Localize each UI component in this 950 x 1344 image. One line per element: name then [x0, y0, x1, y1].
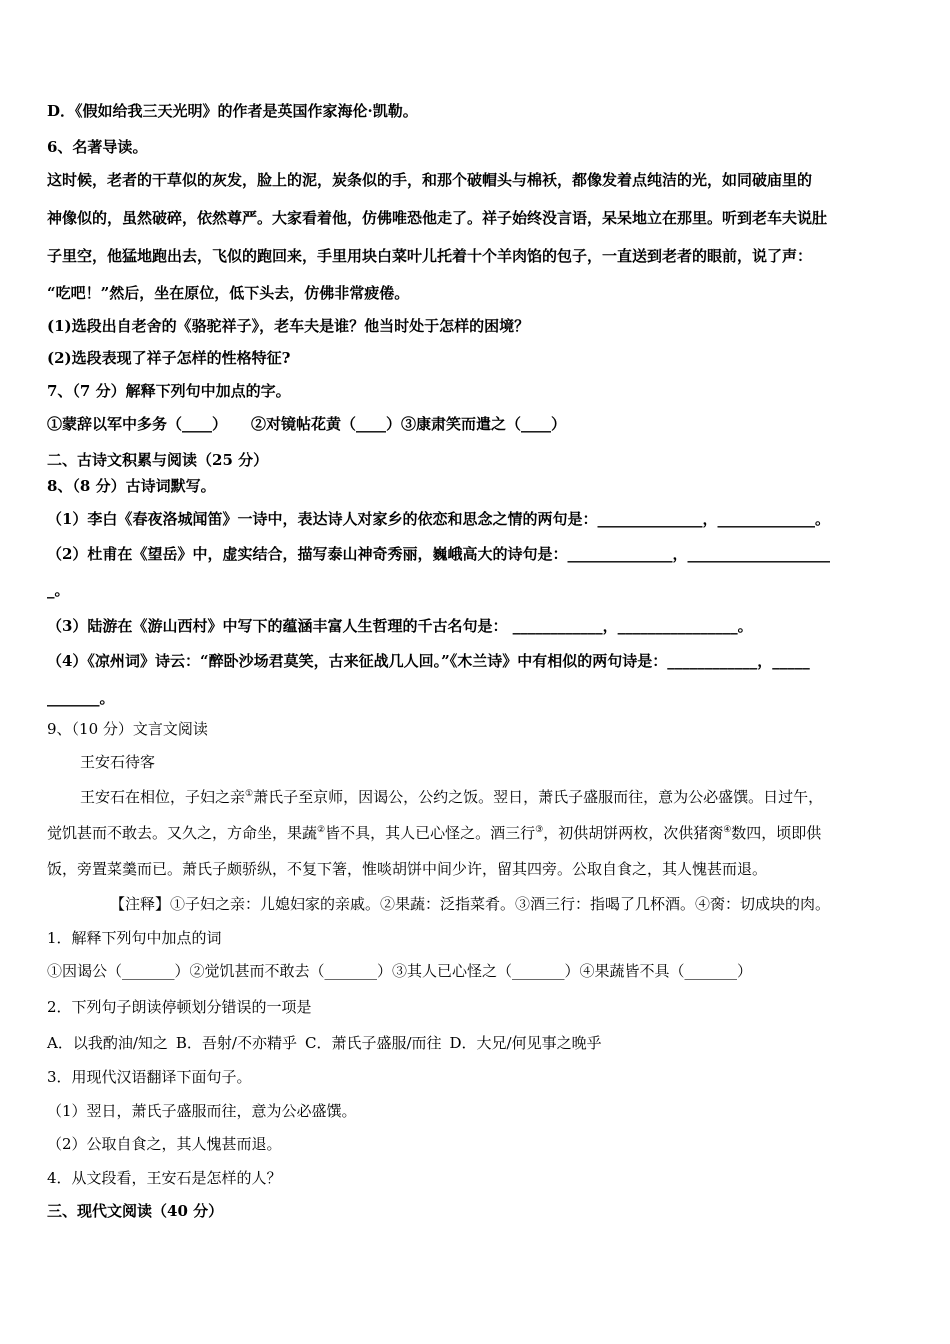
q9-passage-line: 饭，旁置菜羹而已。萧氏子颇骄纵，不复下箸，惟啖胡饼中间少许，留其四旁。公取自食之，其人愧甚而退。 — [47, 860, 768, 878]
q6-passage-line: 神像似的，虽然破碎，依然尊严。大家看着他，仿佛唯恐他走了。祥子始终没言语，呆呆地立在那里。听到老车夫说肚 — [47, 209, 828, 227]
q7-items — [47, 414, 906, 434]
option-c: C．萧氏子盛服/而往 — [304, 1034, 442, 1052]
q7-item-1: ①蒙辞以军中多务（____） — [47, 415, 228, 433]
q5-option-d: D．《假如给我三天光明》的作者是英国作家海伦·凯勒。 — [47, 102, 418, 120]
section-2-heading: 二、古诗文积累与阅读（25 分） — [47, 451, 269, 469]
q8-line-3: （3）陆游在《游山西村》中写下的蕴涵丰富人生哲理的千古名句是： ____________，________________。 — [47, 617, 753, 635]
q9-sub-1-items: ①因谒公（_______）②觉饥甚而不敢去（_______）③其人已心怪之（_______）④果蔬皆不具（_______） — [47, 962, 753, 980]
q9-heading: 9、（10 分）文言文阅读 — [47, 720, 208, 738]
option-d: D．大兄/何见事之晚乎 — [449, 1034, 602, 1052]
q6-passage-line: 子里空，他猛地跑出去，飞似的跑回来，手里用块白菜叶儿托着十个羊肉馅的包子，一直送到老者的眼前，说了声： — [47, 247, 813, 265]
footnote-marker: ④ — [723, 825, 732, 835]
q7-item-3: ③康肃笑而遣之（____） — [401, 415, 567, 433]
option-b: B．吾射/不亦精乎 — [175, 1034, 297, 1052]
q6-sub-question-2: (2)选段表现了祥子怎样的性格特征? — [47, 349, 291, 367]
q9-sub-2: 2．下列句子朗读停顿划分错误的一项是 — [47, 998, 312, 1016]
q9-passage-line — [47, 823, 906, 843]
option-a: A．以我酌油/知之 — [47, 1034, 168, 1052]
q9-sub-2-options — [47, 1033, 906, 1053]
q9-sub-3-b: （2）公取自食之，其人愧甚而退。 — [47, 1135, 282, 1153]
q6-passage-line: “吃吧！”然后，坐在原位，低下头去，仿佛非常疲倦。 — [47, 284, 410, 302]
footnote-marker: ② — [317, 825, 326, 835]
q8-line-1: （1）李白《春夜洛城闻笛》一诗中，表达诗人对家乡的依恋和思念之情的两句是：______________，_____________。 — [47, 510, 830, 528]
q9-sub-3-a: （1）翌日，萧氏子盛服而往，意为公必盛馔。 — [47, 1102, 357, 1120]
footnote-marker: ① — [245, 789, 254, 799]
passage-text: 数四，顷即供 — [731, 824, 822, 842]
q9-sub-1: 1．解释下列句中加点的词 — [47, 929, 222, 947]
passage-text: 觉饥甚而不敢去。又久之，方命坐，果蔬 — [47, 824, 318, 842]
q8-line-2-cont: _。 — [47, 581, 70, 599]
q7-heading: 7、（7 分）解释下列句中加点的字。 — [47, 382, 291, 400]
passage-title: 王安石待客 — [80, 753, 156, 771]
q8-line-2: （2）杜甫在《望岳》中，虚实结合，描写泰山神奇秀丽，巍峨高大的诗句是：______________，___________________ — [47, 545, 830, 563]
q6-sub-question-1: (1)选段出自老舍的《骆驼祥子》，老车夫是谁？他当时处于怎样的困境？ — [47, 317, 530, 335]
passage-text: 皆不具，其人已心怪之。酒三行 — [325, 824, 536, 842]
q9-passage-line — [80, 787, 906, 807]
q6-passage-line: 这时候，老者的干草似的灰发，脸上的泥，炭条似的手，和那个破帽头与棉袄，都像发着点纯洁的光，如同破庙里的 — [47, 171, 813, 189]
q8-heading: 8、（8 分）古诗词默写。 — [47, 477, 216, 495]
passage-text: 王安石在相位，子妇之亲 — [80, 788, 246, 806]
q8-line-4: （4）《凉州词》诗云：“醉卧沙场君莫笑，古来征战几人回。”《木兰诗》中有相似的两句诗是：____________，_____ — [47, 652, 810, 670]
q9-sub-3: 3．用现代汉语翻译下面句子。 — [47, 1068, 252, 1086]
passage-text: ，初供胡饼两枚，次供猪脔 — [543, 824, 724, 842]
q8-line-4-cont: _______。 — [47, 689, 115, 707]
q6-heading: 6、名著导读。 — [47, 138, 148, 156]
footnote-marker: ③ — [535, 825, 544, 835]
section-3-heading: 三、现代文阅读（40 分） — [47, 1202, 224, 1220]
passage-text: 萧氏子至京师，因谒公，公约之饭。翌日，萧氏子盛服而往，意为公必盛馔。日过午， — [253, 788, 824, 806]
passage-notes: 【注释】①子妇之亲：儿媳妇家的亲戚。②果蔬：泛指菜肴。③酒三行：指喝了几杯酒。④脔：切成块的肉。 — [110, 895, 831, 913]
q9-sub-4: 4．从文段看，王安石是怎样的人？ — [47, 1169, 282, 1187]
q7-item-2: ②对镜帖花黄（____） — [251, 415, 402, 433]
